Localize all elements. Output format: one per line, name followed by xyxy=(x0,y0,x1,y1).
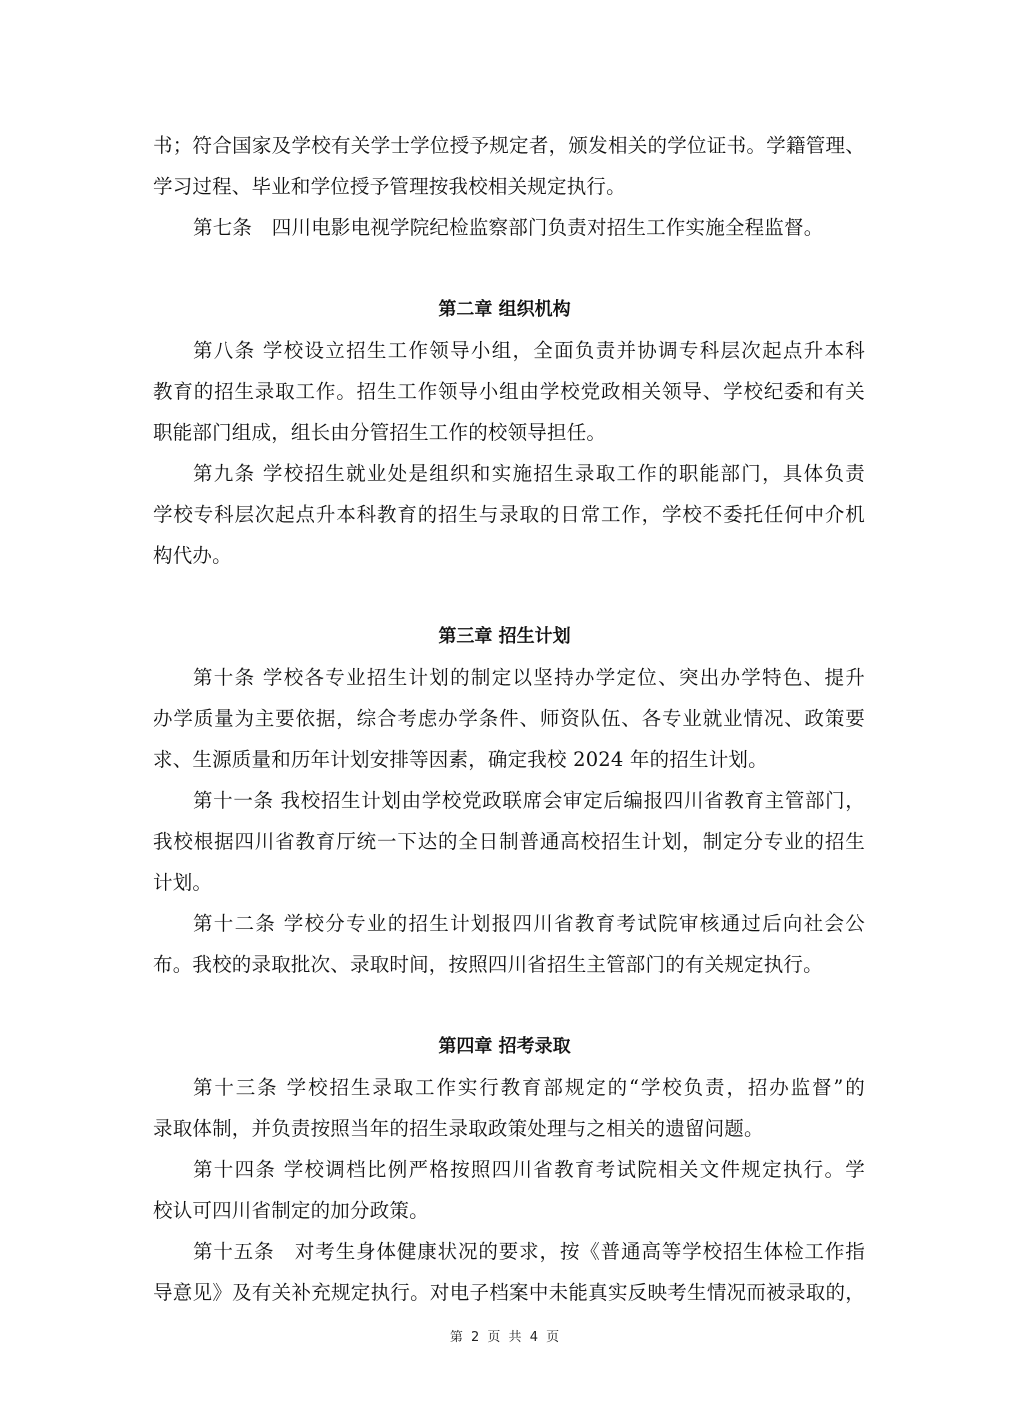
chapter-heading-4: 第四章 招考录取 xyxy=(438,1036,571,1057)
text-line: 办学质量为主要依据，综合考虑办学条件、师资队伍、各专业就业情况、政策要 xyxy=(153,707,865,730)
text-line: 职能部门组成，组长由分管招生工作的校领导担任。 xyxy=(153,421,607,444)
text-line: 教育的招生录取工作。招生工作领导小组由学校党政相关领导、学校纪委和有关 xyxy=(153,380,865,403)
article-10: 第十条 学校各专业招生计划的制定以坚持办学定位、突出办学特色、提升 xyxy=(193,666,865,689)
text-line: 计划。 xyxy=(153,871,213,894)
text-line: 布。我校的录取批次、录取时间，按照四川省招生主管部门的有关规定执行。 xyxy=(153,953,823,976)
page-number-footer: 第 2 页 共 4 页 xyxy=(449,1330,560,1345)
chapter-heading-3: 第三章 招生计划 xyxy=(438,626,571,647)
article-12: 第十二条 学校分专业的招生计划报四川省教育考试院审核通过后向社会公 xyxy=(193,912,865,935)
text-line: 求、生源质量和历年计划安排等因素，确定我校 2024 年的招生计划。 xyxy=(153,748,768,771)
article-8: 第八条 学校设立招生工作领导小组，全面负责并协调专科层次起点升本科 xyxy=(193,339,865,362)
article-7: 第七条 四川电影电视学院纪检监察部门负责对招生工作实施全程监督。 xyxy=(193,216,824,239)
chapter-heading-2: 第二章 组织机构 xyxy=(438,299,571,320)
article-14: 第十四条 学校调档比例严格按照四川省教育考试院相关文件规定执行。学 xyxy=(193,1158,865,1181)
text-line: 我校根据四川省教育厅统一下达的全日制普通高校招生计划，制定分专业的招生 xyxy=(153,830,865,853)
article-13: 第十三条 学校招生录取工作实行教育部规定的“学校负责，招办监督”的 xyxy=(193,1076,865,1099)
text-line: 构代办。 xyxy=(153,544,232,567)
text-line: 学习过程、毕业和学位授予管理按我校相关规定执行。 xyxy=(153,175,626,198)
article-11: 第十一条 我校招生计划由学校党政联席会审定后编报四川省教育主管部门， xyxy=(193,789,865,812)
text-line: 学校专科层次起点升本科教育的招生与录取的日常工作，学校不委托任何中介机 xyxy=(153,503,865,526)
text-line: 校认可四川省制定的加分政策。 xyxy=(153,1199,429,1222)
article-9: 第九条 学校招生就业处是组织和实施招生录取工作的职能部门，具体负责 xyxy=(193,462,865,485)
article-15: 第十五条 对考生身体健康状况的要求，按《普通高等学校招生体检工作指 xyxy=(193,1240,865,1263)
text-line: 导意见》及有关补充规定执行。对电子档案中未能真实反映考生情况而被录取的， xyxy=(153,1281,865,1304)
text-line: 书；符合国家及学校有关学士学位授予规定者，颁发相关的学位证书。学籍管理、 xyxy=(153,134,865,157)
text-line: 录取体制，并负责按照当年的招生录取政策处理与之相关的遗留问题。 xyxy=(153,1117,764,1140)
